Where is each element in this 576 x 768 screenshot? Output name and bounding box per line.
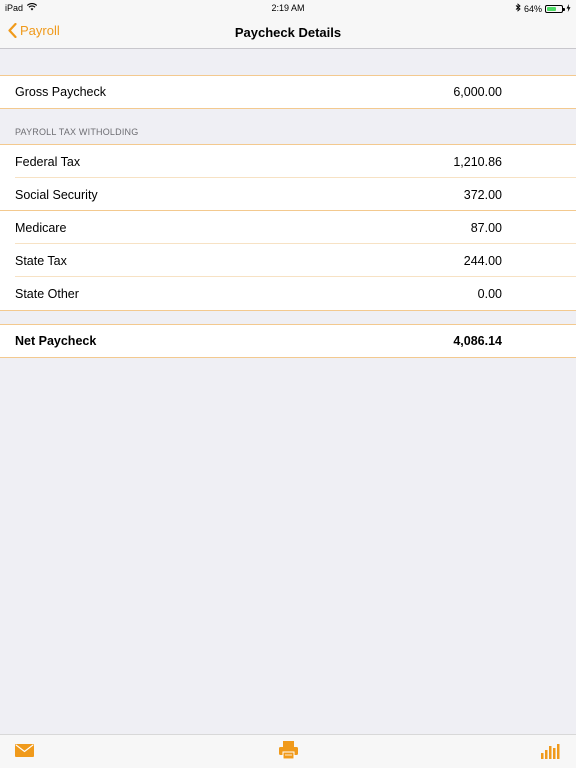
navigation-bar <box>0 16 576 49</box>
status-bar <box>0 0 576 16</box>
row-value: 1,210.86 <box>453 154 502 169</box>
row-value: 87.00 <box>470 220 502 235</box>
battery-percent: 64% <box>523 3 542 14</box>
row-label: State Other <box>15 286 79 301</box>
row-label: State Tax <box>15 253 67 268</box>
page-title: Paycheck Details <box>234 25 342 40</box>
mail-icon[interactable] <box>15 744 34 762</box>
back-button-label: Payroll <box>20 23 60 38</box>
bottom-toolbar <box>0 734 576 768</box>
status-time: 2:19 AM <box>271 3 305 13</box>
gross-section <box>0 75 576 109</box>
net-paycheck-row[interactable] <box>0 325 576 357</box>
row-label: Social Security <box>15 187 98 202</box>
row-label: Federal Tax <box>15 154 81 169</box>
status-right <box>515 3 571 14</box>
table-row-federal-tax[interactable] <box>0 145 576 178</box>
gross-paycheck-row[interactable] <box>0 76 576 108</box>
net-paycheck-label: Net Paycheck <box>15 334 97 348</box>
net-paycheck-value: 4,086.14 <box>453 334 502 348</box>
withholding-section <box>0 144 576 311</box>
battery-fill <box>547 7 556 11</box>
gross-paycheck-value: 6,000.00 <box>453 85 502 99</box>
device-name: iPad <box>5 3 24 13</box>
net-section <box>0 324 576 358</box>
charging-icon <box>566 4 571 14</box>
battery-icon <box>545 5 563 13</box>
bluetooth-icon <box>515 3 521 14</box>
table-row-state-tax[interactable] <box>0 244 576 277</box>
gross-paycheck-label: Gross Paycheck <box>15 85 107 99</box>
row-label: Medicare <box>15 220 67 235</box>
table-row-state-other[interactable] <box>0 277 576 310</box>
withholding-section-header: PAYROLL TAX WITHOLDING <box>15 127 139 137</box>
row-value: 244.00 <box>463 253 502 268</box>
row-value: 0.00 <box>477 286 502 301</box>
table-row-medicare[interactable] <box>0 211 576 244</box>
chart-icon[interactable] <box>541 743 560 764</box>
print-icon[interactable] <box>279 741 298 764</box>
table-row-social-security[interactable] <box>0 178 576 211</box>
row-value: 372.00 <box>463 187 502 202</box>
